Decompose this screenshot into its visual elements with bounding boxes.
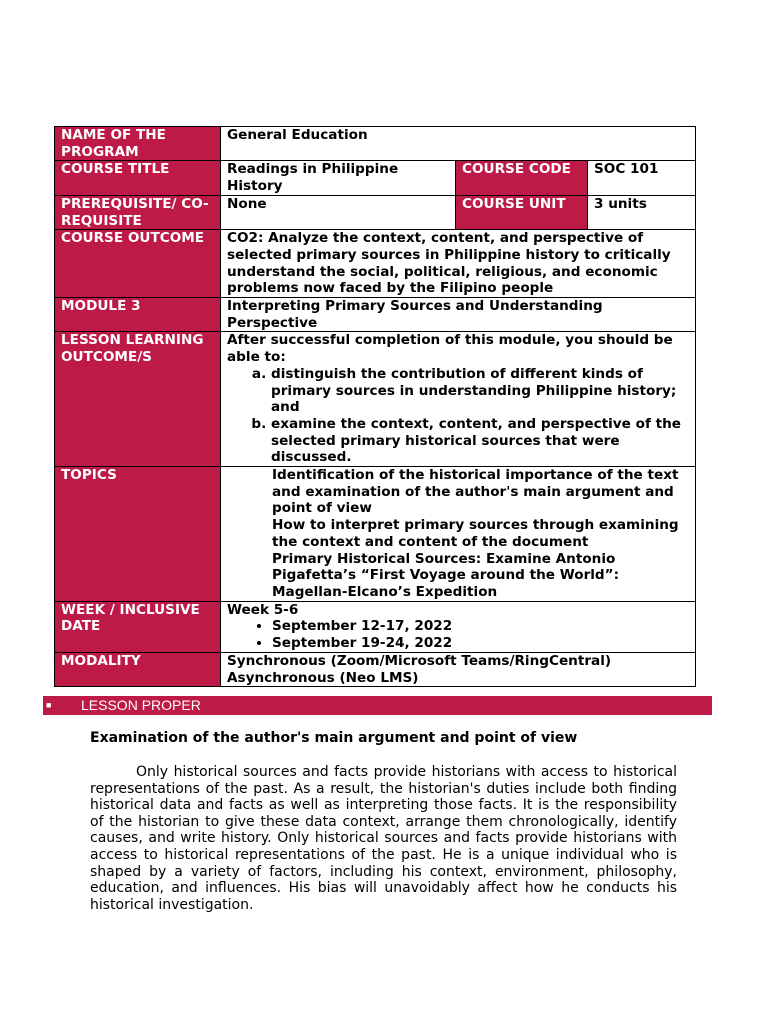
course-unit-value: 3 units	[588, 195, 696, 229]
section-bar	[43, 696, 712, 715]
course-code-value: SOC 101	[588, 161, 696, 195]
week-dates-list	[227, 618, 689, 651]
list-item: • September 19-24, 2022	[272, 635, 689, 652]
week-label: WEEK / INCLUSIVE DATE	[55, 601, 221, 652]
modality-line: Asynchronous (Neo LMS)	[227, 669, 419, 686]
week-value	[221, 601, 696, 652]
topic-text: How to interpret primary sources through examining the context and content of the document	[272, 517, 679, 550]
course-info-table	[54, 126, 696, 687]
course-outcome-value: CO2: Analyze the context, content, and perspective of selected primary sources in Philippine history to critically understand the social, political, religious, and economic problems now faced by the Filipino people	[221, 230, 696, 298]
learning-outcomes-intro: After successful completion of this module, you should be able to:	[227, 332, 673, 366]
table-row-module	[55, 298, 696, 332]
table-row-week	[55, 601, 696, 652]
module-value: Interpreting Primary Sources and Understanding Perspective	[221, 298, 696, 332]
list-item: b. examine the context, content, and perspective of the selected primary historical sources that were discussed.	[271, 416, 689, 466]
topic-text: Identification of the historical importance of the text and examination of the author's main argument and point of view	[272, 467, 679, 517]
module-label: MODULE 3	[55, 298, 221, 332]
modality-label: MODALITY	[55, 652, 221, 686]
course-title-value: Readings in Philippine History	[221, 161, 456, 195]
modality-line: Synchronous (Zoom/Microsoft Teams/RingCentral)	[227, 652, 612, 669]
topics-value	[221, 467, 696, 602]
table-row-course-outcome	[55, 230, 696, 298]
list-item: a. distinguish the contribution of different kinds of primary sources in understanding Philippine history; and	[271, 366, 689, 416]
table-row-course-title	[55, 161, 696, 195]
course-outcome-label: COURSE OUTCOME	[55, 230, 221, 298]
learning-outcomes-label: LESSON LEARNING OUTCOME/S	[55, 332, 221, 467]
table-row-learning-outcomes	[55, 332, 696, 467]
table-row-modality	[55, 652, 696, 686]
table-row-topics	[55, 467, 696, 602]
lesson-paragraph: Only historical sources and facts provide historians with access to historical representations of the past. As a result, the historian's duties include both finding historical data and facts as well as interpreting those facts. It is the responsibility of the historian to give these data context, arrange them chronologically, identify causes, and write history. Only historical sources and facts provide historians with access to historical representations of the past. He is a unique individual who is shaped by a variety of factors, including his context, environment, philosophy, education, and influences. His bias will unavoidably affect how he conducts his historical investigation.	[90, 764, 677, 913]
table-row-prerequisite	[55, 195, 696, 229]
prerequisite-value: None	[221, 195, 456, 229]
learning-outcomes-list	[227, 366, 689, 466]
lesson-heading: Examination of the author's main argument and point of view	[90, 730, 578, 746]
program-label: NAME OF THE PROGRAM	[55, 127, 221, 161]
topics-list	[227, 467, 689, 601]
prerequisite-label: PREREQUISITE/ CO-REQUISITE	[55, 195, 221, 229]
modality-value	[221, 652, 696, 686]
topics-label: TOPICS	[55, 467, 221, 602]
square-bullet-icon: ■	[46, 700, 52, 710]
learning-outcomes-value	[221, 332, 696, 467]
course-unit-label: COURSE UNIT	[456, 195, 588, 229]
table-row-program	[55, 127, 696, 161]
list-item	[255, 517, 689, 550]
week-text: Week 5-6	[227, 601, 299, 618]
course-code-label: COURSE CODE	[456, 161, 588, 195]
course-title-label: COURSE TITLE	[55, 161, 221, 195]
list-item	[255, 467, 689, 517]
list-item	[255, 551, 689, 601]
section-title: LESSON PROPER	[81, 697, 201, 713]
program-value: General Education	[221, 127, 696, 161]
list-item: • September 12-17, 2022	[272, 618, 689, 635]
topic-text: Primary Historical Sources: Examine Antonio Pigafetta’s “First Voyage around the World”: Magellan-Elcano’s Expedition	[272, 550, 620, 600]
